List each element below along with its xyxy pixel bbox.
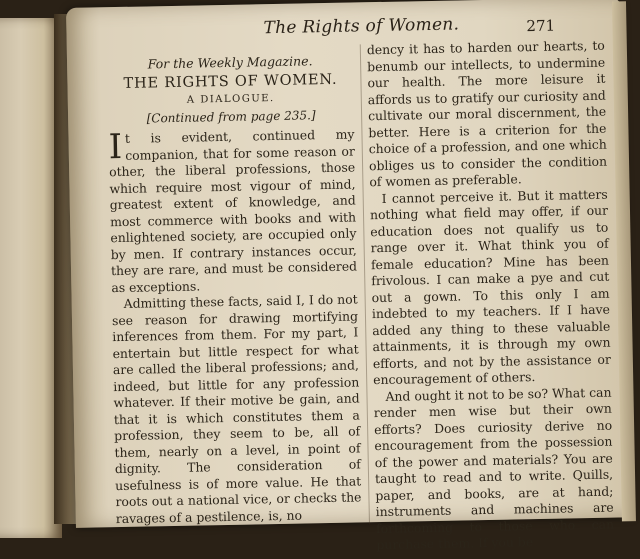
paragraph: Admitting these facts, said I, I do not see reason for drawing mortifying inferences from them. For my part, I entertain but little respect for what are called the liberal professions; and, indeed, but little for any profession whatever. If their motive be gain, and that it is which constitutes them a profession, they seem to be, all of them, nearly on a level, in point of dignity. The consideration of usefulness is of more value. He that roots out a national vice, or checks the ravages of a pestilence, is, no xyxy=(111,291,362,526)
article-source: For the Weekly Magazine. xyxy=(147,53,313,72)
article-title: THE RIGHTS OF WOMEN. xyxy=(123,71,338,92)
page-number: 271 xyxy=(526,16,556,36)
paragraph: dency it has to harden our hearts, to benumb our intellects, to undermine our health. The more leisure it affords us to gratify our curiosity and cultivate our moral discernment, the better. Here is a criterion for the choice of a profession, and one which obliges us to consider the condition of women as preferable. xyxy=(366,37,608,190)
article-subtitle: A DIALOGUE. xyxy=(186,93,275,106)
paragraph: I cannot perceive it. But it matters nothing what field may offer, if our education does not qualify us to range over it. What think you of female education? Mine has been frivolous. I can make a pye and cut out a gown. To this only I am indebted to my teachers. If I have added any thing to these valuable attainments, it is through my own efforts, and not by the assistance or encouragement of others. xyxy=(369,186,611,388)
book-page xyxy=(66,0,632,553)
running-head: The Rights of Women. xyxy=(263,14,460,39)
left-page-edge xyxy=(0,18,62,538)
paragraph: It is evident, continued my companion, that for some reason or other, the liberal professions, those which require most vigour of mind, greatest extent of knowledge, and most commerce with books and with enlightened society, are occupied only by men. If contrary instances occur, they are rare, and must be considered as exceptions. xyxy=(108,126,358,295)
left-column xyxy=(107,43,362,528)
continued-note: [Continued from page 235.] xyxy=(146,107,316,125)
page-edge-right xyxy=(612,1,636,521)
right-column xyxy=(367,38,615,554)
paragraph: And ought it not to be so? What can render men wise but their own efforts? Does curiosity derive no encouragement from the possession of the power and materials? You are taught to read and to write. Quills, paper, and books, are at hand; instruments and machines are forthcoming to those who can purchase them. If you be xyxy=(373,384,615,553)
